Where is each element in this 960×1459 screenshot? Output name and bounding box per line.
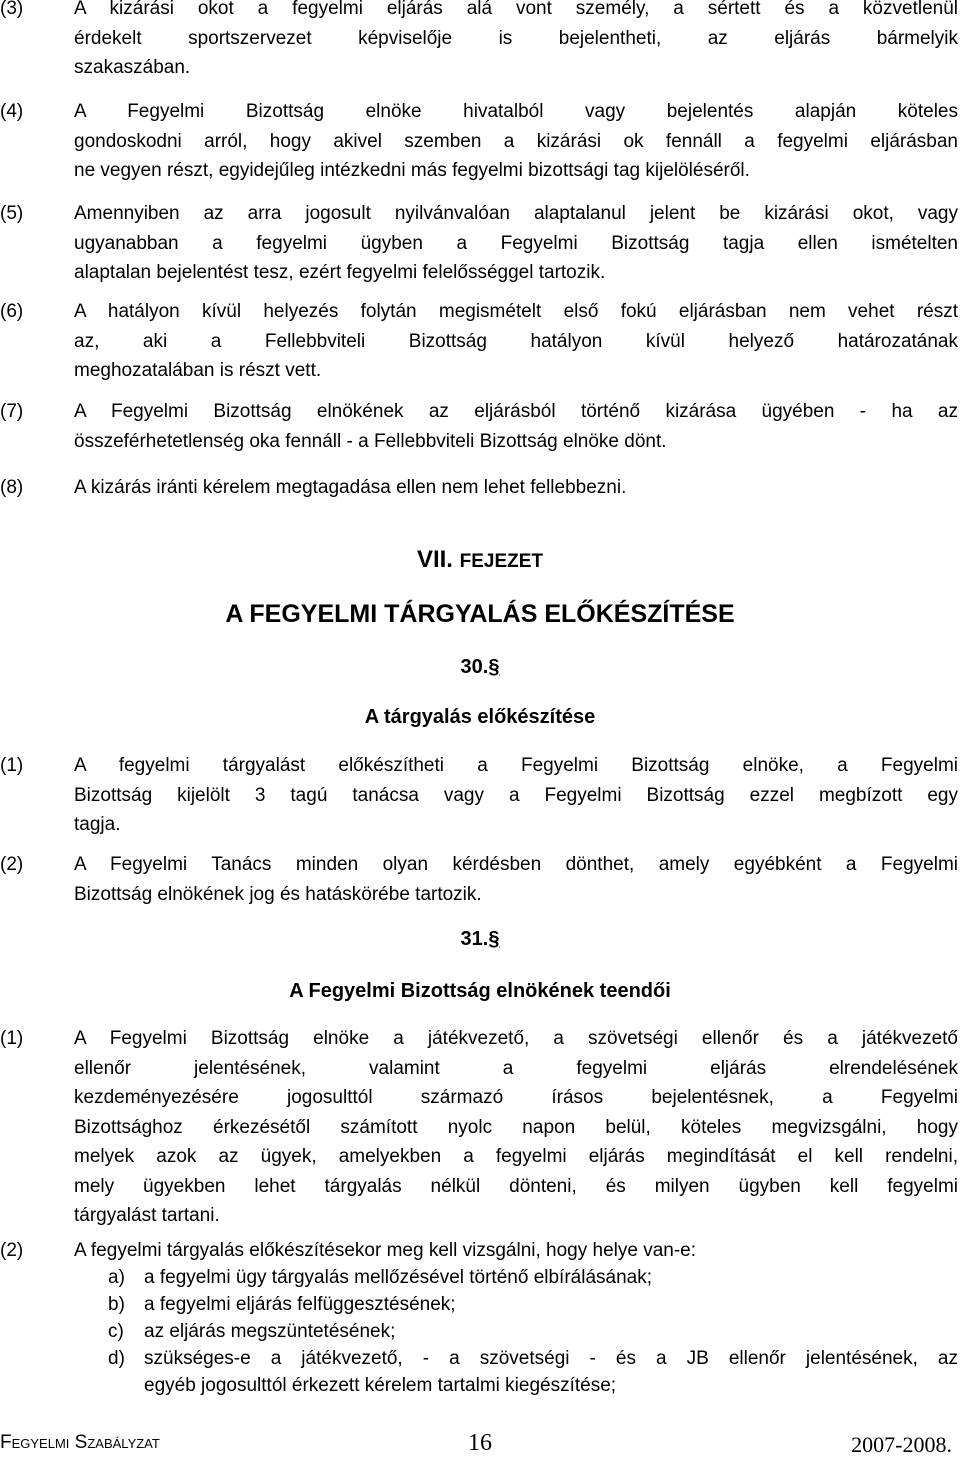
- text-line: szakaszában.: [74, 57, 191, 78]
- text-line: Bizottsághoz érkezésétől számított nyolc napon belül, köteles megvizsgálni, hogy: [74, 1116, 958, 1138]
- paragraph-number: (6): [0, 301, 24, 322]
- section-30-title: A tárgyalás előkészítése: [364, 706, 596, 728]
- paragraph-number: (7): [0, 401, 24, 422]
- paragraph-8: [0, 473, 958, 503]
- text-line: meghozatalában is részt vett.: [74, 360, 322, 381]
- text-line: összeférhetetlenség oka fennáll - a Fellebbviteli Bizottság elnöke dönt.: [74, 430, 667, 452]
- footer-season: 2007-2008.: [851, 1432, 952, 1457]
- paragraph-number: (4): [0, 101, 24, 122]
- paragraph-3: [0, 0, 958, 83]
- list-item-letter: c): [108, 1321, 124, 1342]
- text-line: Bizottság elnökének jog és hatáskörébe tartozik.: [74, 883, 482, 905]
- text-line: A Fegyelmi Tanács minden olyan kérdésben dönthet, amely egyébként a Fegyelmi: [74, 854, 958, 875]
- section-number: 31.: [460, 928, 489, 950]
- paragraph-6: [0, 297, 958, 386]
- chapter-title: A FEGYELMI TÁRGYALÁS ELŐKÉSZÍTÉSE: [225, 600, 735, 628]
- chapter-word: FEJEZET: [459, 551, 544, 572]
- section-31-paragraph-2: [0, 1236, 958, 1266]
- page-footer: [0, 1432, 960, 1459]
- text-line: tagja.: [74, 814, 121, 835]
- section-symbol: §: [488, 656, 500, 678]
- paragraph-number: (5): [0, 203, 24, 224]
- text-line: ne vegyen részt, egyidejűleg intézkedni más fegyelmi bizottsági tag kijelöléséről.: [74, 160, 750, 181]
- text-line: A Fegyelmi Bizottság elnöke a játékvezető, a szövetségi ellenőr és a játékvezető: [74, 1028, 958, 1049]
- paragraph-number: (2): [0, 854, 24, 875]
- list-item-text: egyéb jogosulttól érkezett kérelem tartalmi kiegészítése;: [144, 1375, 617, 1396]
- text-line: érdekelt sportszervezet képviselője is bejelentheti, az eljárás bármelyik: [74, 27, 958, 49]
- section-30-paragraph-1: [0, 751, 958, 840]
- paragraph-number: (1): [0, 755, 24, 776]
- section-31-paragraph-1: [0, 1024, 958, 1231]
- text-line: melyek azok az ügyek, amelyekben a fegyelmi eljárás megindítását el kell rendelni,: [74, 1146, 958, 1167]
- section-30-number: [0, 656, 960, 679]
- section-31-number: [0, 928, 960, 951]
- text-line: tárgyalást tartani.: [74, 1205, 220, 1226]
- text-line: A Fegyelmi Bizottság elnökének az eljárásból történő kizárása ügyében - ha az: [74, 401, 958, 422]
- list-item-letter: b): [108, 1294, 125, 1315]
- text-line: Bizottság kijelölt 3 tagú tanácsa vagy a Fegyelmi Bizottság ezzel megbízott egy: [74, 784, 958, 806]
- paragraph-4: [0, 97, 958, 186]
- section-30-paragraph-2: [0, 850, 958, 909]
- list-item: [0, 1345, 958, 1399]
- chapter-number: VII.: [416, 546, 453, 573]
- text-line: alaptalan bejelentést tesz, ezért fegyelmi felelősséggel tartozik.: [74, 262, 606, 283]
- text-line: A hatályon kívül helyezés folytán megismételt első fokú eljárásban nem vehet részt: [74, 301, 958, 322]
- text-line: ugyanabban a fegyelmi ügyben a Fegyelmi Bizottság tagja ellen ismételten: [74, 232, 958, 254]
- footer-document-title: Fegyelmi Szabályzat: [0, 1432, 160, 1453]
- paragraph-5: [0, 199, 958, 288]
- list-item-text: a fegyelmi ügy tárgyalás mellőzésével történő elbírálásának;: [144, 1267, 652, 1288]
- paragraph-number: (3): [0, 0, 24, 19]
- text-line: az, aki a Fellebbviteli Bizottság hatályon kívül helyező határozatának: [74, 330, 958, 352]
- text-line: Amennyiben az arra jogosult nyilvánvalóan alaptalanul jelent be kizárási okot, vagy: [74, 203, 958, 224]
- text-line: ellenőr jelentésének, valamint a fegyelmi eljárás elrendelésének: [74, 1057, 958, 1079]
- section-number: 30.: [460, 656, 489, 678]
- paragraph-number: (1): [0, 1028, 24, 1049]
- chapter-heading: [0, 546, 960, 574]
- list-item: [0, 1318, 958, 1345]
- paragraph-number: (8): [0, 477, 24, 498]
- paragraph-number: (2): [0, 1240, 24, 1261]
- paragraph-7: [0, 397, 958, 456]
- text-line: A kizárás iránti kérelem megtagadása ellen nem lehet fellebbezni.: [74, 477, 627, 498]
- section-31-title: A Fegyelmi Bizottság elnökének teendői: [289, 980, 671, 1002]
- list-item-text: a fegyelmi eljárás felfüggesztésének;: [144, 1294, 456, 1315]
- section-symbol: §: [488, 928, 500, 950]
- text-line: A fegyelmi tárgyalás előkészítésekor meg kell vizsgálni, hogy helye van-e:: [74, 1240, 697, 1261]
- text-line: A Fegyelmi Bizottság elnöke hivatalból vagy bejelentés alapján köteles: [74, 101, 958, 122]
- text-line: kezdeményezésére jogosulttól származó írásos bejelentésnek, a Fegyelmi: [74, 1087, 958, 1108]
- page-number: 16: [468, 1430, 492, 1456]
- text-line: A fegyelmi tárgyalást előkészítheti a Fegyelmi Bizottság elnöke, a Fegyelmi: [74, 755, 958, 776]
- list-item-text: szükséges-e a játékvezető, - a szövetségi - és a JB ellenőr jelentésének, az: [144, 1348, 958, 1369]
- text-line: mely ügyekben lehet tárgyalás nélkül dönteni, és milyen ügyben kell fegyelmi: [74, 1175, 958, 1197]
- text-line: gondoskodni arról, hogy akivel szemben a kizárási ok fennáll a fegyelmi eljárásban: [74, 130, 958, 152]
- list-item: [0, 1264, 958, 1291]
- list-item-letter: d): [108, 1348, 125, 1369]
- list-item-text: az eljárás megszüntetésének;: [144, 1321, 396, 1342]
- text-line: A kizárási okot a fegyelmi eljárás alá vont személy, a sértett és a közvetlenül: [74, 0, 958, 19]
- list-item: [0, 1291, 958, 1318]
- list-item-letter: a): [108, 1267, 125, 1288]
